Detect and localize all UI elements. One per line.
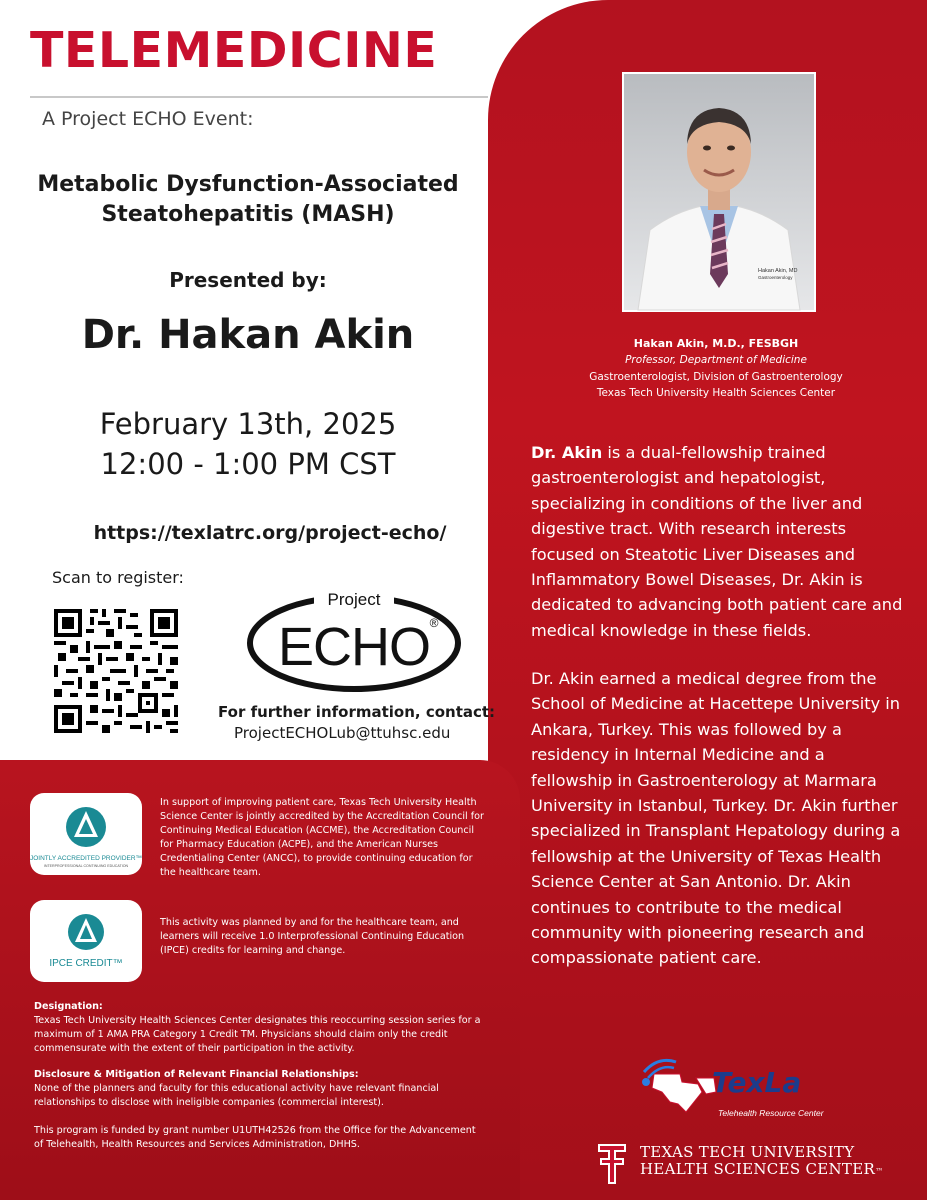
jointly-accredited-subtext: INTERPROFESSIONAL CONTINUING EDUCATION	[43, 864, 129, 868]
echo-logo-main-text: ECHO	[277, 617, 431, 677]
contact-label: For further information, contact:	[218, 703, 496, 721]
event-date: February 13th, 2025	[99, 407, 397, 441]
ipce-statement: This activity was planned by and for the healthcare team, and learners will receive 1.0 Interprofessional Continuing Education (IPCE) credits for learning and change.	[160, 917, 465, 956]
bio-organization: Texas Tech University Health Sciences Center	[596, 387, 836, 399]
bio-division: Gastroenterologist, Division of Gastroenterology	[589, 371, 843, 383]
ipce-credit-badge	[30, 900, 142, 982]
ttuhsc-wordmark	[640, 1144, 883, 1180]
topic-line-1: Metabolic Dysfunction-Associated	[37, 172, 459, 197]
texla-wordmark: TexLa	[712, 1066, 802, 1099]
bio-lead: Dr. Akin	[531, 443, 603, 462]
ipce-logo-icon	[68, 914, 104, 950]
ttu-double-t-icon	[598, 1144, 626, 1184]
texla-subtitle: Telehealth Resource Center	[718, 1108, 824, 1118]
ttuhsc-line-2: HEALTH SCIENCES CENTER	[640, 1160, 876, 1178]
event-time: 12:00 - 1:00 PM CST	[100, 447, 396, 481]
event-datetime	[20, 404, 476, 484]
disclosure-block	[34, 1068, 484, 1110]
presenter-name: Dr. Hakan Akin	[81, 312, 415, 358]
title-divider	[30, 96, 488, 98]
echo-logo-project-text: Project	[327, 590, 381, 609]
jointly-accredited-text: JOINTLY ACCREDITED PROVIDER™	[29, 855, 143, 862]
scan-label: Scan to register:	[52, 568, 184, 587]
designation-title: Designation:	[34, 1001, 103, 1012]
coat-label-dept: Gastroenterology	[758, 275, 793, 280]
qr-code[interactable]	[50, 605, 182, 737]
topic-line-2: Steatohepatitis (MASH)	[101, 202, 395, 227]
texla-map-icon	[642, 1060, 716, 1112]
page-title: TELEMEDICINE	[30, 22, 438, 79]
jointly-accredited-logo-icon	[66, 807, 106, 847]
disclosure-text: None of the planners and faculty for this educational activity have relevant financial relationships to disclose with ineligible companies (commercial interest).	[34, 1083, 439, 1108]
bio-paragraph-2: Dr. Akin earned a medical degree from the School of Medicine at Hacettepe University in Ankara, Turkey. This was followed by a residency in Internal Medicine and a fellowship in Gastroenterology at Marmara University in Istanbul, Turkey. Dr. Akin further specialized in Transplant Hepatology during a fellowship at the University of Texas Health Science Center at San Antonio. Dr. Akin continues to contribute to the medical community with pioneering research and compassionate patient care.	[531, 669, 901, 968]
contact-email[interactable]: ProjectECHOLub@ttuhsc.edu	[234, 724, 451, 742]
coat-label-name: Hakan Akin, MD	[758, 268, 798, 274]
bio-paragraph-1	[531, 440, 903, 643]
ipce-credit-label: IPCE CREDIT™	[49, 958, 123, 969]
ttuhsc-line-1: TEXAS TECH UNIVERSITY	[640, 1143, 855, 1161]
project-echo-logo	[244, 585, 464, 697]
presented-by-label: Presented by:	[169, 268, 327, 292]
presenter-photo	[622, 72, 816, 312]
registration-link[interactable]: https://texlatrc.org/project-echo/	[93, 522, 447, 544]
bio-title: Professor, Department of Medicine	[625, 354, 807, 366]
bio-paragraph-1-text: is a dual-fellowship trained gastroenterologist and hepatologist, specializing in conditions of the liver and digestive tract. With research interests focused on Steatotic Liver Diseases and Inflammatory Bowel Diseases, Dr. Akin is dedicated to advancing both patient care and medical knowledge in these fields.	[531, 443, 903, 640]
event-topic	[20, 170, 476, 230]
bio-name: Hakan Akin, M.D., FESBGH	[633, 337, 799, 350]
disclosure-title: Disclosure & Mitigation of Relevant Financial Relationships:	[34, 1069, 359, 1080]
echo-logo-registered-mark: ®	[429, 616, 439, 630]
funding-statement: This program is funded by grant number U1UTH42526 from the Office for the Advancement of Telehealth, Health Resources and Services Administration, DHHS.	[34, 1125, 476, 1150]
designation-text: Texas Tech University Health Sciences Center designates this reoccurring session series for a maximum of 1 AMA PRA Category 1 Credit TM. Physicians should claim only the credit commensurate with the extent of their participation in the activity.	[34, 1015, 481, 1054]
designation-block	[34, 1000, 484, 1056]
texla-logo	[636, 1052, 824, 1122]
accreditation-statement: In support of improving patient care, Texas Tech University Health Science Center is jointly accredited by the Accreditation Council for Continuing Medical Education (ACCME), the Accreditation Council for Pharmacy Education (ACPE), and the American Nurses Credentialing Center (ANCC), to provide continuing education for the healthcare team.	[160, 797, 484, 878]
ttuhsc-tm: ™	[875, 1167, 884, 1176]
jointly-accredited-badge	[30, 793, 142, 875]
event-subtitle: A Project ECHO Event:	[42, 108, 254, 130]
